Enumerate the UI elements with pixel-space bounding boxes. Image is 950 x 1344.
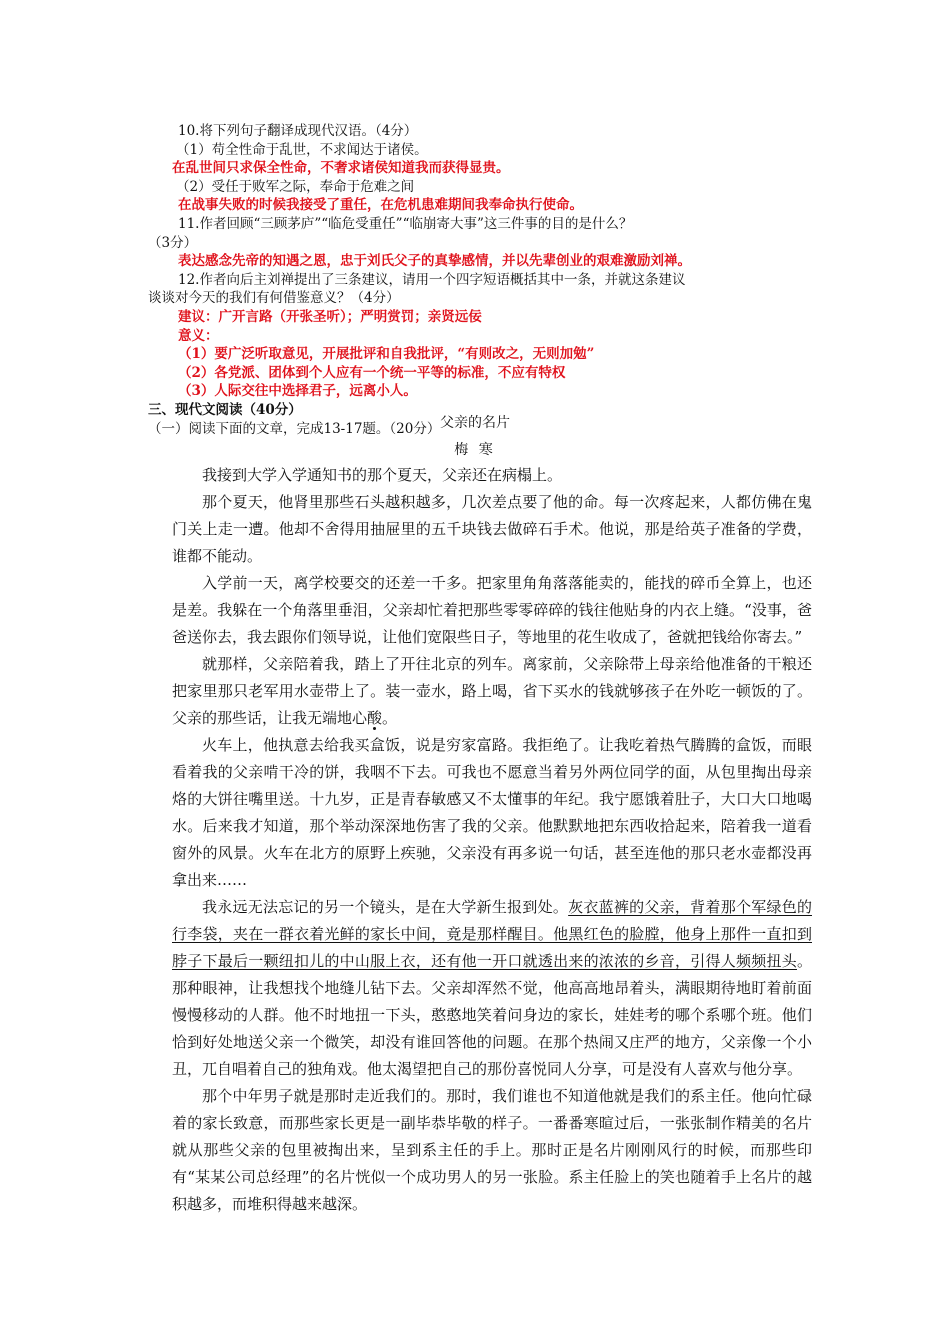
q10-prompt: 10.将下列句子翻译成现代汉语。（4分） [178, 123, 418, 139]
section-heading: 三、现代文阅读（40分） [148, 401, 302, 418]
paragraph-6 [172, 894, 812, 1083]
section-subheading: （一）阅读下面的文章，完成13-17题。（20分） [148, 420, 441, 437]
q10-sentence-1: （1）苟全性命于乱世，不求闻达于诸侯。 [176, 141, 428, 158]
paragraph-4-end: 。 [382, 709, 398, 727]
underlined-passage: 灰衣蓝裤的父亲，背着那个军绿色的行李袋，夹在一群衣着光鲜的家长中间，竟是那样醒目。他黑红色的脸膛，他身上那件一直扣到脖子下最后一颗纽扣儿的中山服上衣，还有他一开口就透出来的浓浓的乡音，引得人频频扭头 [172, 898, 812, 970]
emphasis-dot-char: 酸 [367, 709, 383, 727]
q12-meaning-1: （1）要广泛听取意见，开展批评和自我批评，“有则改之，无则加勉” [178, 346, 595, 363]
q12-meaning-label: 意义： [178, 327, 219, 344]
q11-answer: 表达感念先帝的知遇之恩，忠于刘氏父子的真挚感情，并以先辈创业的艰难激励刘禅。 [178, 253, 691, 270]
q12-meaning-2: （2）各党派、团体到个人应有一个统一平等的标准，不应有特权 [178, 364, 566, 381]
paragraph-3: 入学前一天，离学校要交的还差一千多。把家里角角落落能卖的，能找的碎币全算上，也还是差。我躲在一个角落里垂泪，父亲却忙着把那些零零碎碎的钱往他贴身的内衣上缝。“没事，爸爸送你去，我去跟你们领导说，让他们宽限些日子，等地里的花生收成了，爸就把钱给你寄去。” [172, 574, 812, 646]
q12-prompt-line-2: 谈谈对今天的我们有何借鉴意义？（4分） [148, 290, 400, 307]
paragraph-1: 我接到大学入学通知书的那个夏天，父亲还在病榻上。 [202, 466, 563, 484]
article-title: 父亲的名片 [440, 415, 510, 431]
q11-prompt: 11.作者回顾“三顾茅庐”“临危受重任”“临崩寄大事”这三件事的目的是什么？ [178, 215, 633, 232]
article-body [172, 462, 812, 1218]
paragraph-4-text: 就那样，父亲陪着我，踏上了开往北京的列车。离家前，父亲除带上母亲给他准备的干粮还把家里那只老军用水壶带上了。装一壶水，路上喝，省下买水的钱就够孩子在外吃一顿饭的了。父亲的那些话，让我无端地心 [172, 655, 812, 727]
answer-section [148, 122, 812, 438]
q10-sentence-2: （2）受任于败军之际，奉命于危难之间 [176, 178, 415, 195]
q12-suggestion: 建议：广开言路（开张圣听）；严明赏罚；亲贤远佞 [178, 308, 482, 325]
article-author: 梅 寒 [454, 442, 496, 458]
q11-score: （3分） [148, 234, 198, 251]
paragraph-6-lead: 我永远无法忘记的另一个镜头，是在大学新生报到处。 [202, 898, 569, 916]
q10-answer-1: 在乱世间只求保全性命，不奢求诸侯知道我而获得显贵。 [172, 160, 510, 177]
paragraph-6-rest: 。那种眼神，让我想找个地缝儿钻下去。父亲却浑然不觉，他高高地昂着头，满眼期待地盯着前面慢慢移动的人群。他不时地扭一下头，憨憨地笑着问身边的家长，娃娃考的哪个系哪个班。他们恰到好处地送父亲一个微笑，却没有谁回答他的问题。在那个热闹又庄严的地方，父亲像一个小丑，兀自唱着自己的独角戏。他太渴望把自己的那份喜悦同人分享，可是没有人喜欢与他分享。 [172, 952, 812, 1078]
q12-prompt-line-1: 12.作者向后主刘禅提出了三条建议，请用一个四字短语概括其中一条，并就这条建议 [178, 271, 686, 288]
q12-meaning-3: （3）人际交往中选择君子，远离小人。 [178, 383, 417, 400]
q10-answer-2: 在战事失败的时候我接受了重任，在危机患难期间我奉命执行使命。 [178, 197, 583, 214]
paragraph-2: 那个夏天，他肾里那些石头越积越多，几次差点要了他的命。每一次疼起来，人都仿佛在鬼门关上走一遭。他却不舍得用抽屉里的五千块钱去做碎石手术。他说，那是给英子准备的学费，谁都不能动。 [172, 493, 812, 565]
paragraph-4 [172, 651, 812, 732]
paragraph-5: 火车上，他执意去给我买盒饭，说是穷家富路。我拒绝了。让我吃着热气腾腾的盒饭，而眼看着我的父亲啃干冷的饼，我咽不下去。可我也不愿意当着另外两位同学的面，从包里掏出母亲烙的大饼往嘴里送。十九岁，正是青春敏感又不太懂事的年纪。我宁愿饿着肚子，大口大口地喝水。后来我才知道，那个举动深深地伤害了我的父亲。他默默地把东西收拾起来，陪着我一道看窗外的风景。火车在北方的原野上疾驰，父亲没有再多说一句话，甚至连他的那只老水壶都没再拿出来…… [172, 736, 812, 889]
paragraph-7: 那个中年男子就是那时走近我们的。那时，我们谁也不知道他就是我们的系主任。他向忙碌着的家长致意，而那些家长更是一副毕恭毕敬的样子。一番番寒暄过后，一张张制作精美的名片就从那些父亲的包里被掏出来，呈到系主任的手上。那时正是名片刚刚风行的时候，而那些印有“某某公司总经理”的名片恍似一个成功男人的另一张脸。系主任脸上的笑也随着手上名片的越积越多，而堆积得越来越深。 [172, 1087, 812, 1213]
